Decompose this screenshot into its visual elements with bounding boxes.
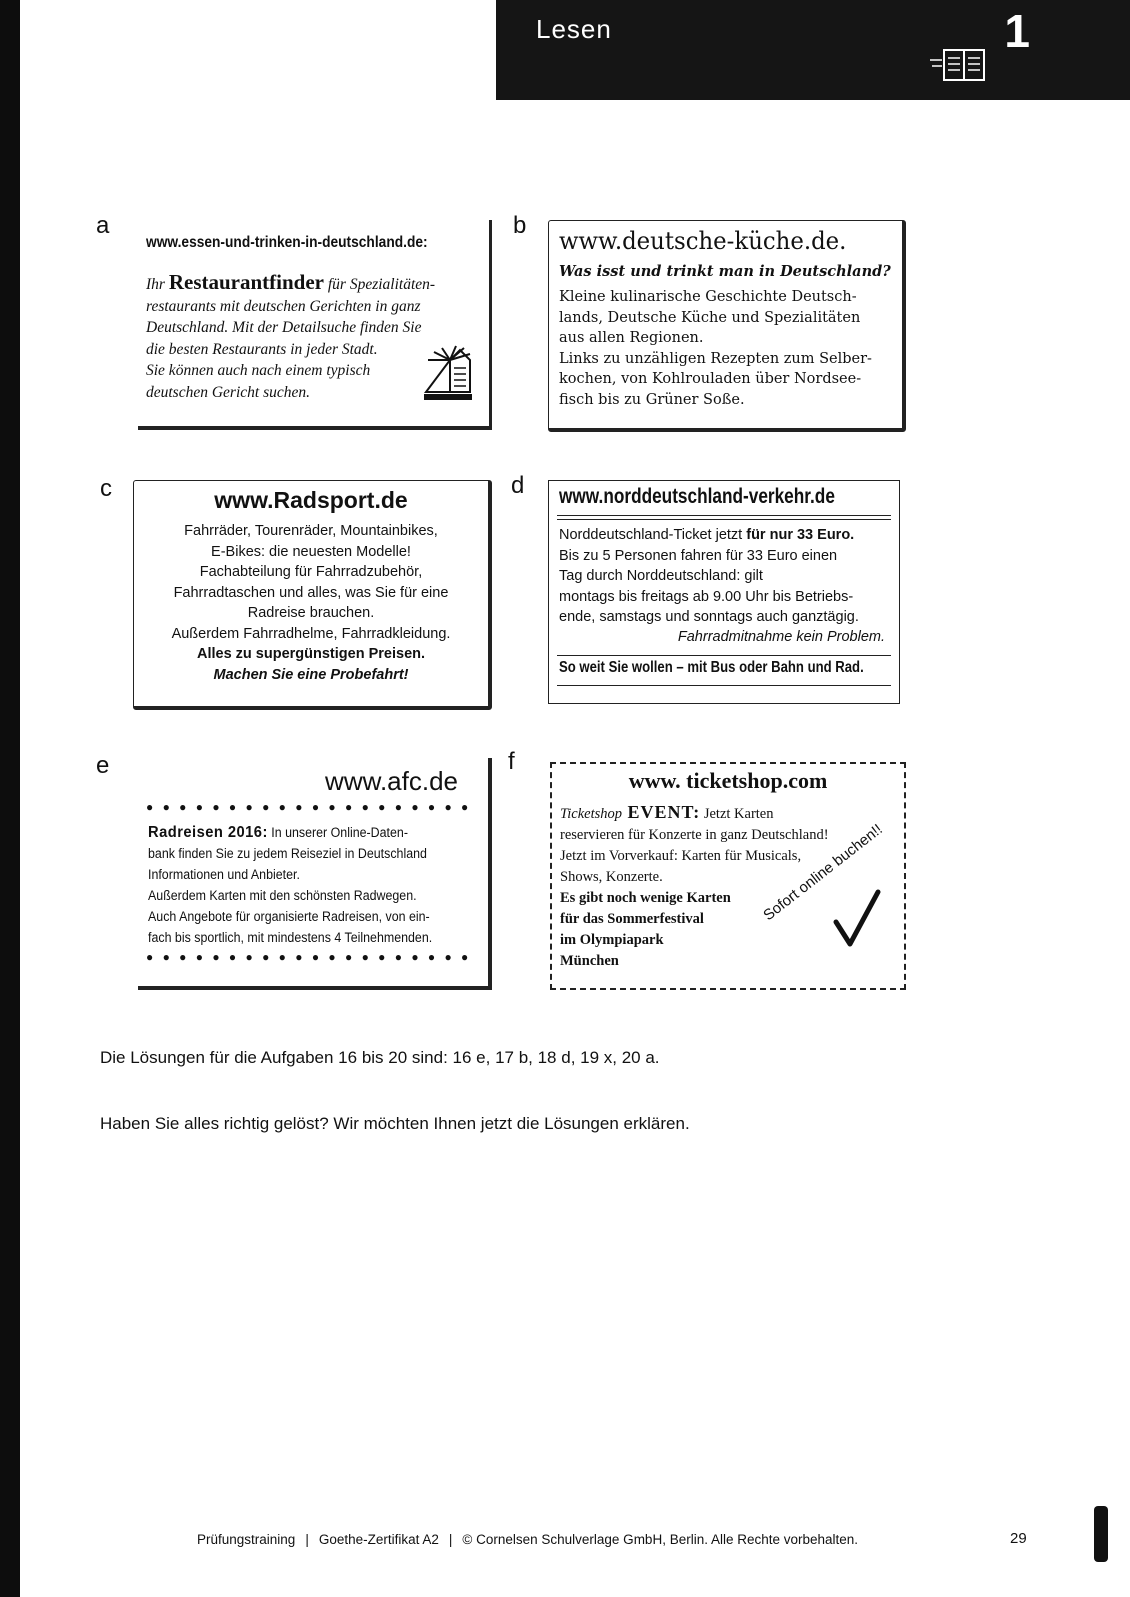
page-edge-marker: [1094, 1506, 1108, 1562]
solutions-text: Die Lösungen für die Aufgaben 16 bis 20 sind: 16 e, 17 b, 18 d, 19 x, 20 a.: [100, 1048, 660, 1067]
ad-letter-e: e: [96, 752, 110, 779]
ad-a-body: [146, 272, 466, 403]
ad-c-line4: Fahrradtaschen und alles, was Sie für eine: [173, 584, 449, 601]
ad-d-line2: Bis zu 5 Personen fahren für 33 Euro einen: [559, 547, 838, 564]
footer-separator: |: [305, 1532, 309, 1547]
ad-b-line5: kochen, von Kohlrouladen über Nordsee-: [559, 371, 862, 387]
ad-f: [550, 762, 906, 990]
ad-e-headline: Radreisen 2016:: [148, 824, 268, 841]
ad-f-line3: Jetzt im Vorverkauf: Karten für Musicals,: [560, 848, 802, 864]
footer: [197, 1532, 858, 1547]
ad-d-divider: [557, 655, 891, 656]
ad-letter-a: a: [96, 212, 110, 239]
ad-a-line4: die besten Restaurants in jeder Stadt.: [146, 340, 378, 358]
ad-f-brand: Ticketshop: [560, 806, 623, 822]
ad-letter-b: b: [513, 212, 527, 239]
ad-b-line4: Links zu unzähligen Rezepten zum Selber-: [559, 350, 872, 367]
ad-a-highlight: Restaurantfinder: [168, 270, 324, 294]
ad-d-divider: [557, 515, 891, 520]
ad-a: [138, 220, 492, 430]
ad-c-url: www.Radsport.de: [214, 487, 408, 513]
ad-d-line1-prefix: Norddeutschland-Ticket jetzt: [559, 527, 747, 543]
ad-c-line1: Fahrräder, Tourenräder, Mountainbikes,: [184, 523, 438, 539]
ad-b-body: [559, 287, 899, 410]
ad-b-line1: Kleine kulinarische Geschichte Deutsch-: [559, 289, 857, 305]
ad-d-price: für nur 33 Euro.: [746, 527, 855, 543]
chapter-number: 1: [1004, 5, 1030, 57]
book-icon: [930, 46, 990, 86]
ad-c-line6: Außerdem Fahrradhelme, Fahrradkleidung.: [171, 625, 451, 642]
ad-f-event: EVENT:: [622, 802, 701, 822]
ad-e-line3: Informationen und Anbieter.: [148, 867, 300, 882]
ad-d-note: Fahrradmitnahme kein Problem.: [677, 629, 885, 645]
ad-f-line8: München: [560, 953, 619, 969]
ad-b-line6: fisch bis zu Grüner Soße.: [559, 391, 745, 408]
ad-b: [548, 220, 906, 432]
ad-c-line3: Fachabteilung für Fahrradzubehör,: [199, 564, 423, 580]
ad-e: [138, 758, 492, 990]
footer-certificate: Goethe-Zertifikat A2: [318, 1532, 439, 1547]
ad-d: [548, 480, 900, 704]
ad-d-divider: [557, 685, 891, 686]
ad-letter-d: d: [511, 472, 525, 499]
ad-f-url: www. ticketshop.com: [628, 768, 828, 793]
ad-e-line6: fach bis sportlich, mit mindestens 4 Teilnehmenden.: [148, 930, 433, 945]
ad-d-line4: montags bis freitags ab 9.00 Uhr bis Betriebs-: [559, 588, 854, 605]
ad-a-line3: Deutschland. Mit der Detailsuche finden Sie: [146, 319, 422, 336]
ad-e-body: [148, 822, 442, 948]
ad-a-line5: Sie können auch nach einem typisch: [146, 362, 371, 379]
ad-e-url: www.afc.de: [325, 766, 458, 796]
ad-c-promo-testride: Machen Sie eine Probefahrt!: [213, 667, 409, 683]
section-header: [496, 0, 1130, 100]
ad-d-url: www.norddeutschland-verkehr.de: [559, 485, 835, 508]
ad-c-line5: Radreise brauchen.: [247, 605, 375, 621]
ad-d-line5: ende, samstags und sonntags auch ganztägig.: [559, 609, 859, 625]
ad-b-subtitle: Was isst und trinkt man in Deutschland?: [559, 263, 891, 280]
ad-d-body: [559, 525, 895, 628]
ad-f-stamp: Sofort online buchen!!: [760, 820, 886, 925]
ad-d-line3: Tag durch Norddeutschland: gilt: [559, 568, 763, 584]
ad-letter-f: f: [508, 748, 515, 775]
ad-c: [133, 480, 492, 710]
ad-c-promo-price: Alles zu supergünstigen Preisen.: [196, 646, 426, 662]
footer-separator: |: [448, 1532, 453, 1547]
left-margin-bar: [0, 0, 20, 1597]
ad-f-line4: Shows, Konzerte.: [560, 869, 663, 885]
ad-f-line1: Jetzt Karten: [700, 806, 774, 822]
ad-e-dot-row: ● ● ● ● ● ● ● ● ● ● ● ● ● ● ● ● ● ● ● ●: [146, 950, 472, 964]
page-number: 29: [1010, 1530, 1027, 1547]
ad-e-dot-row: ● ● ● ● ● ● ● ● ● ● ● ● ● ● ● ● ● ● ● ●: [146, 800, 472, 814]
ad-a-line6: deutschen Gericht suchen.: [146, 383, 310, 401]
ad-f-line2: reservieren für Konzerte in ganz Deutschland!: [560, 827, 829, 843]
ad-e-line4: Außerdem Karten mit den schönsten Radwegen.: [148, 888, 417, 903]
ad-letter-c: c: [100, 475, 112, 502]
footer-copyright: © Cornelsen Schulverlage GmbH, Berlin. Alle Rechte vorbehalten.: [462, 1532, 859, 1547]
ad-f-line7: im Olympiapark: [560, 932, 664, 948]
checkmark-icon: [832, 888, 882, 948]
ad-a-line2: restaurants mit deutschen Gerichten in ganz: [146, 297, 421, 315]
ad-f-line5: Es gibt noch wenige Karten: [560, 890, 731, 906]
ad-d-slogan: So weit Sie wollen – mit Bus oder Bahn und Rad.: [559, 659, 864, 676]
ad-a-line1-prefix: Ihr: [146, 276, 169, 293]
ad-a-line1-suffix: für Spezialitäten-: [323, 276, 436, 293]
open-book-icon: [420, 344, 476, 402]
ad-c-body: [134, 521, 488, 644]
ad-e-line5: Auch Angebote für organisierte Radreisen, von ein-: [148, 909, 430, 924]
ad-c-line2: E-Bikes: die neuesten Modelle!: [211, 543, 411, 560]
ad-e-line1: In unserer Online-Daten-: [267, 825, 408, 840]
ad-b-url: www.deutsche-küche.de.: [559, 227, 847, 255]
question-text: Haben Sie alles richtig gelöst? Wir möchten Ihnen jetzt die Lösungen erklären.: [100, 1114, 690, 1133]
ad-b-line2: lands, Deutsche Küche und Spezialitäten: [559, 309, 861, 326]
ad-a-url: www.essen-und-trinken-in-deutschland.de:: [146, 234, 428, 251]
ad-b-line3: aus allen Regionen.: [559, 330, 704, 346]
section-title: Lesen: [536, 14, 612, 44]
footer-training: Prüfungstraining: [197, 1532, 296, 1547]
ad-e-line2: bank finden Sie zu jedem Reiseziel in Deutschland: [148, 846, 427, 861]
ad-f-line6: für das Sommerfestival: [560, 911, 704, 927]
